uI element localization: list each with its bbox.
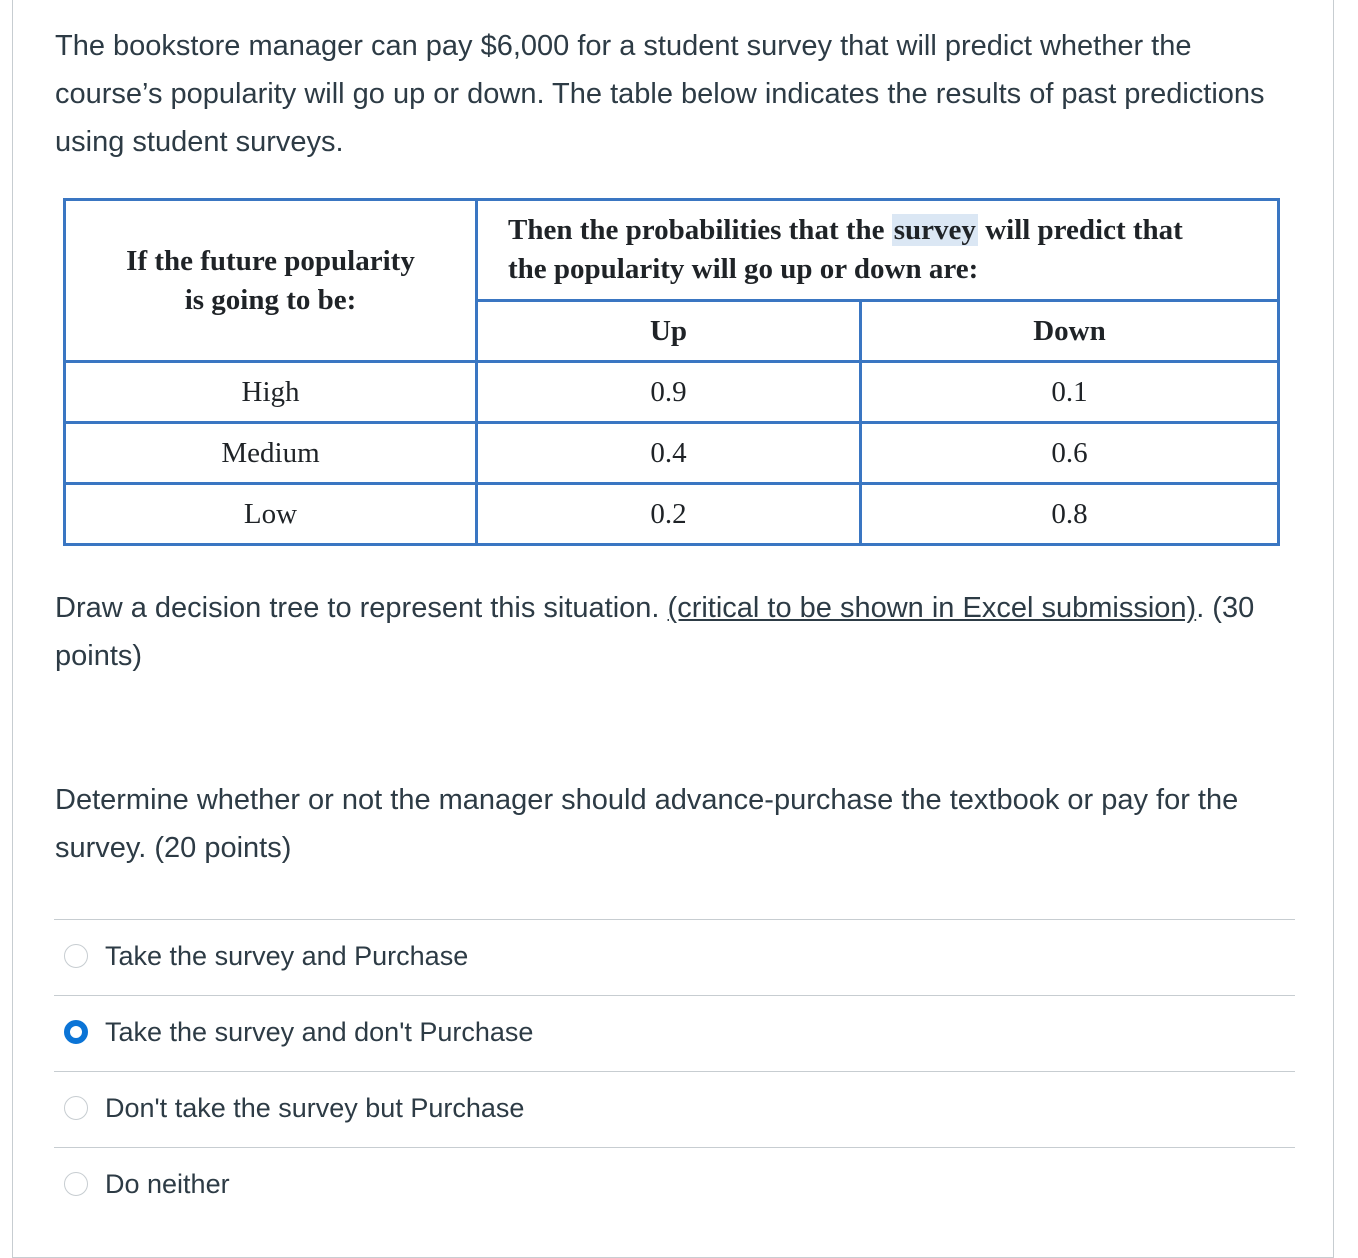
table-header-survey-probabilities [477, 200, 1279, 301]
radio-checked-icon[interactable] [64, 1020, 88, 1044]
table-row [65, 423, 1279, 484]
instruction-decision-tree [55, 584, 1295, 680]
question-intro: The bookstore manager can pay $6,000 for a student survey that will predict whether the course’s popularity will go up or down. The table below indicates the results of past predictions using student surveys. [55, 30, 1265, 158]
table-row [65, 484, 1279, 545]
table-row [65, 362, 1279, 423]
answer-label[interactable]: Don't take the survey but Purchase [105, 1093, 525, 1123]
table-header-top-line2: the popularity will go up or down are: [508, 253, 979, 285]
instruction-1-underlined: (critical to be shown in Excel submission) [667, 592, 1197, 624]
cell-medium-up: 0.4 [477, 423, 861, 484]
answer-label[interactable]: Take the survey and Purchase [105, 941, 469, 971]
cell-low-up: 0.2 [477, 484, 861, 545]
highlighted-word-survey: survey [893, 214, 976, 246]
answer-list [54, 919, 1295, 1223]
table-header-top-line1-after: will predict that [977, 214, 1183, 246]
answer-option-4[interactable] [54, 1147, 1295, 1223]
answer-option-2[interactable] [54, 995, 1295, 1071]
radio-unchecked-icon[interactable] [64, 944, 88, 968]
column-header-up: Up [477, 301, 861, 362]
column-header-down: Down [861, 301, 1279, 362]
table-header-left-line1: If the future popularity [126, 244, 415, 277]
answer-option-1[interactable] [54, 919, 1295, 995]
answer-option-3[interactable] [54, 1071, 1295, 1147]
cell-low-down: 0.8 [861, 484, 1279, 545]
table-header-top-line1-before: Then the probabilities that the [508, 214, 892, 246]
table-header-future-popularity [65, 200, 477, 362]
instruction-1-points: . (30 points) [55, 592, 1255, 672]
cell-medium-down: 0.6 [861, 423, 1279, 484]
table-header-left-line2: is going to be: [184, 283, 357, 316]
instruction-determine: Determine whether or not the manager should advance-purchase the textbook or pay for the survey. (20 points) [55, 784, 1239, 864]
answer-label[interactable]: Take the survey and don't Purchase [105, 1017, 534, 1047]
row-label-high: High [65, 362, 477, 423]
cell-high-down: 0.1 [861, 362, 1279, 423]
radio-unchecked-icon[interactable] [64, 1172, 88, 1196]
instruction-1-text: Draw a decision tree to represent this situation. [55, 592, 668, 624]
row-label-low: Low [65, 484, 477, 545]
cell-high-up: 0.9 [477, 362, 861, 423]
radio-unchecked-icon[interactable] [64, 1096, 88, 1120]
probability-table [63, 198, 1277, 547]
answer-label[interactable]: Do neither [105, 1169, 230, 1199]
row-label-medium: Medium [65, 423, 477, 484]
